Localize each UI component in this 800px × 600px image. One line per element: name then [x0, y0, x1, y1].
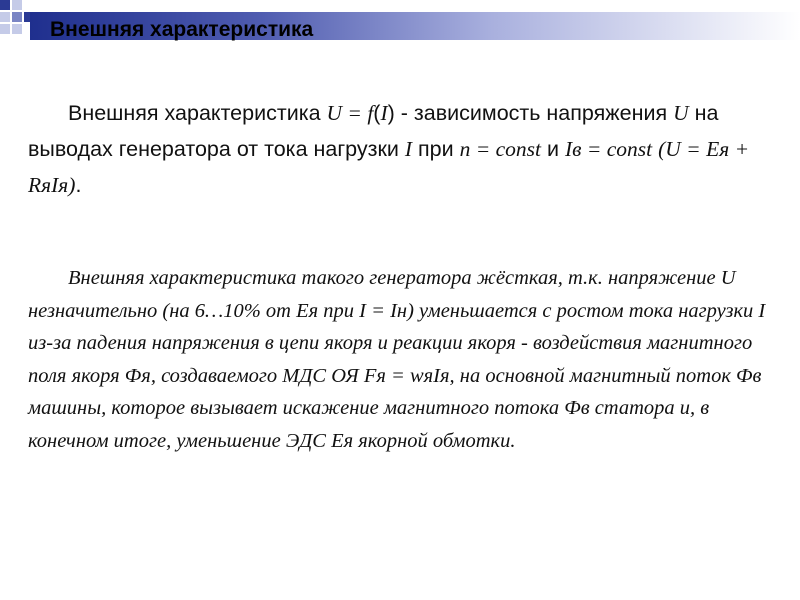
- slide-title: Внешняя характеристика: [50, 18, 314, 41]
- text-run: и: [541, 137, 565, 161]
- text-run: (: [373, 101, 381, 125]
- definition-paragraph: [28, 95, 778, 203]
- decor-square: [12, 24, 22, 34]
- decor-square: [0, 0, 10, 10]
- text-run: ) - зависимость напряжения: [387, 101, 674, 125]
- text-run: при: [412, 137, 460, 161]
- decor-square: [0, 12, 10, 22]
- explanation-paragraph: Внешняя характеристика такого генератора жёсткая, т.к. напряжение U незначительно (на 6…10% от Ея при I = Iн) уменьшается с ростом тока нагрузки I из-за падения напряжения в цепи якоря и реакции якоря - воздействия магнитного поля якоря Фя, создаваемого МДС ОЯ Fя = wяIя, на основной магнитный поток Фв машины, которое вызывает искажение магнитного потока Фв статора и, в конечном итоге, уменьшение ЭДС Ея якорной обмотки.: [28, 267, 766, 452]
- formula-run: (U = Eя + RяIя): [28, 137, 750, 197]
- text-run: на выводах генератора от тока нагрузки: [28, 101, 719, 161]
- formula-run: n = const: [459, 137, 542, 161]
- formula-run: U = f: [326, 101, 374, 125]
- formula-run: Iв = const: [565, 137, 653, 161]
- decor-square: [12, 0, 22, 10]
- formula-run: I: [404, 137, 413, 161]
- formula-run: I: [380, 101, 388, 125]
- text-run: Внешняя характеристика: [68, 101, 327, 125]
- text-run: .: [75, 173, 82, 197]
- header-band: [0, 0, 800, 48]
- decor-square: [12, 12, 22, 22]
- decor-square: [0, 24, 10, 34]
- formula-run: U: [673, 101, 689, 125]
